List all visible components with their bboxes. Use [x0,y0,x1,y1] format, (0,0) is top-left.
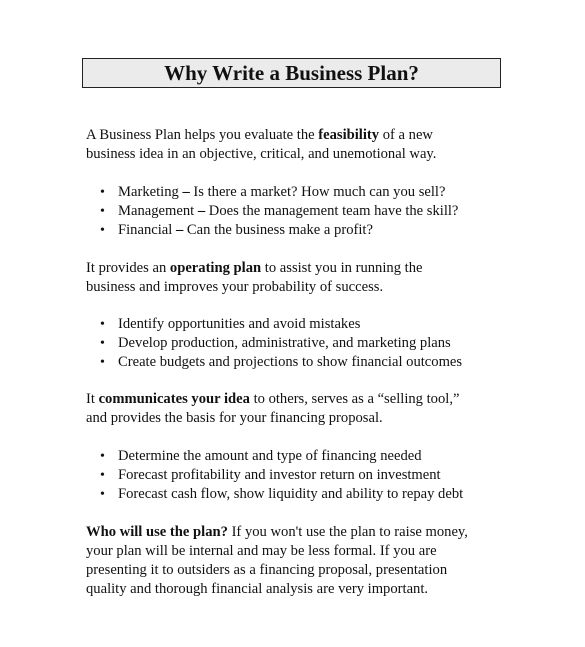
operating-bold: operating plan [169,260,262,276]
bullet-icon: • [100,449,105,464]
list-item [100,466,570,485]
list-item-label: Management [118,203,198,219]
list-item-text: Is there a market? How much can you sell? [189,184,446,200]
page-title: Why Write a Business Plan? [164,61,419,85]
list-item [100,353,570,372]
communicates-text-line2: and provides the basis for your financing proposal. [86,410,383,426]
communicates-bold: communicates your idea [98,391,250,407]
list-item-dash: – [197,203,206,219]
bullet-icon: • [100,223,105,238]
who-text-line4: quality and thorough financial analysis are very important. [86,581,429,597]
list-item-label: Financial [118,222,176,238]
list-item [100,315,570,334]
list-item-text: Create budgets and projections to show financial outcomes [118,354,463,370]
list-item [100,183,570,202]
list-item-dash: – [182,184,190,200]
bullet-icon: • [100,355,105,370]
bullet-list-questions [100,183,570,240]
intro-text-post: of a new [379,127,433,143]
operating-text-line2: business and improves your probability of success. [86,279,384,295]
list-item-text: Does the management team have the skill? [205,203,459,219]
list-item-text: Determine the amount and type of financing needed [118,448,422,464]
who-bold: Who will use the plan? [86,524,228,540]
communicates-text-post: to others, serves as a “selling tool,” [249,391,460,407]
list-item-text: Can the business make a profit? [183,222,373,238]
list-item [100,202,570,221]
bullet-icon: • [100,185,105,200]
who-text-line1: If you won't use the plan to raise money, [227,524,468,540]
list-item-text: Identify opportunities and avoid mistakes [118,316,361,332]
list-item-text: Develop production, administrative, and marketing plans [118,335,451,351]
list-item-dash: – [175,222,184,238]
title-box [82,58,501,88]
list-item [100,447,570,466]
operating-text-post: to assist you in running the [261,260,423,276]
intro-bold-feasibility: feasibility [318,127,380,143]
list-item-label: Marketing [118,184,183,200]
intro-paragraph [86,126,566,164]
who-text-line3: presenting it to outsiders as a financing proposal, presentation [86,562,448,578]
list-item [100,334,570,353]
bullet-icon: • [100,317,105,332]
list-item [100,221,570,240]
bullet-icon: • [100,204,105,219]
operating-paragraph [86,259,566,297]
bullet-icon: • [100,487,105,502]
communicates-text-pre: It [86,391,99,407]
intro-text-line2: business idea in an objective, critical, and unemotional way. [86,146,437,162]
bullet-icon: • [100,336,105,351]
bullet-list-operating [100,315,570,372]
list-item-text: Forecast cash flow, show liquidity and ability to repay debt [118,486,464,502]
bullet-icon: • [100,468,105,483]
list-item [100,485,570,504]
who-text-line2: your plan will be internal and may be less formal. If you are [86,543,437,559]
operating-text-pre: It provides an [86,260,170,276]
list-item-text: Forecast profitability and investor return on investment [118,467,441,483]
who-paragraph [86,523,566,599]
bullet-list-financing [100,447,570,504]
intro-text-pre: A Business Plan helps you evaluate the [86,127,319,143]
communicates-paragraph [86,390,566,428]
